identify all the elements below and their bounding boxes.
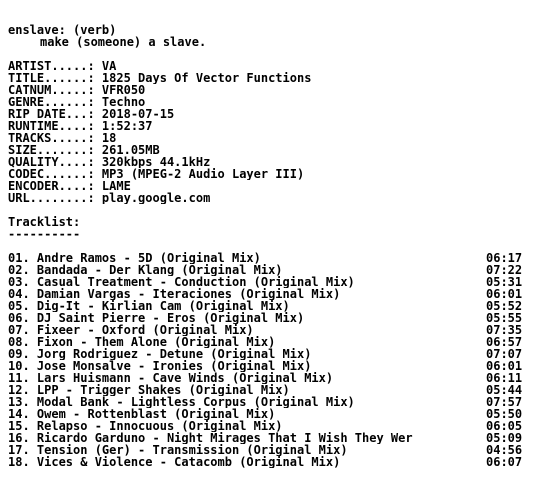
track-title: 06. DJ Saint Pierre - Eros (Original Mix) bbox=[8, 312, 305, 324]
track-title: 08. Fixon - Them Alone (Original Mix) bbox=[8, 336, 276, 348]
info-catnum: CATNUM.....: VFR050 bbox=[8, 84, 146, 96]
track-row bbox=[8, 408, 528, 420]
info-codec: CODEC......: MP3 (MPEG-2 Audio Layer III) bbox=[8, 168, 305, 180]
track-row bbox=[8, 396, 528, 408]
track-row bbox=[8, 348, 528, 360]
track-time: 05:09 bbox=[486, 431, 523, 445]
track-time: 06:11 bbox=[486, 371, 523, 385]
track-time: 05:31 bbox=[486, 275, 523, 289]
track-row bbox=[8, 372, 528, 384]
tracklist-heading: Tracklist: bbox=[8, 216, 81, 228]
track-time: 07:22 bbox=[486, 263, 523, 277]
tracklist bbox=[8, 252, 528, 468]
info-genre: GENRE......: Techno bbox=[8, 96, 146, 108]
track-row bbox=[8, 300, 528, 312]
info-artist: ARTIST.....: VA bbox=[8, 60, 117, 72]
spacer bbox=[8, 240, 528, 252]
track-time: 05:44 bbox=[486, 383, 523, 397]
track-row bbox=[8, 324, 528, 336]
spacer bbox=[8, 48, 528, 60]
track-time: 05:52 bbox=[486, 299, 523, 313]
definition-headword: enslave: (verb) bbox=[8, 24, 117, 36]
track-time: 05:50 bbox=[486, 407, 523, 421]
track-row bbox=[8, 444, 528, 456]
track-title: 07. Fixeer - Oxford (Original Mix) bbox=[8, 324, 254, 336]
track-row bbox=[8, 252, 528, 264]
track-title: 10. Jose Monsalve - Ironies (Original Mix) bbox=[8, 360, 312, 372]
track-title: 13. Modal Bank - Lightless Corpus (Original Mix) bbox=[8, 396, 355, 408]
track-title: 05. Dig-It - Kirlian Cam (Original Mix) bbox=[8, 300, 290, 312]
track-title: 18. Vices & Violence - Catacomb (Original Mix) bbox=[8, 456, 341, 468]
track-title: 04. Damian Vargas - Iteraciones (Original Mix) bbox=[8, 288, 341, 300]
track-title: 16. Ricardo Garduno - Night Mirages That I Wish They Wer bbox=[8, 432, 413, 444]
track-title: 17. Tension (Ger) - Transmission (Original Mix) bbox=[8, 444, 348, 456]
info-encoder: ENCODER....: LAME bbox=[8, 180, 131, 192]
track-row bbox=[8, 420, 528, 432]
nfo-document bbox=[8, 24, 528, 468]
info-url: URL........: play.google.com bbox=[8, 192, 211, 204]
track-title: 15. Relapso - Innocuous (Original Mix) bbox=[8, 420, 283, 432]
track-time: 05:55 bbox=[486, 311, 523, 325]
track-row bbox=[8, 384, 528, 396]
track-title: 03. Casual Treatment - Conduction (Original Mix) bbox=[8, 276, 355, 288]
track-time: 07:35 bbox=[486, 323, 523, 337]
track-time: 06:57 bbox=[486, 335, 523, 349]
info-size: SIZE.......: 261.05MB bbox=[8, 144, 160, 156]
track-title: 14. Owem - Rottenblast (Original Mix) bbox=[8, 408, 276, 420]
release-info bbox=[8, 60, 528, 204]
track-time: 04:56 bbox=[486, 443, 523, 457]
definition-meaning: make (someone) a slave. bbox=[40, 36, 207, 48]
track-time: 07:57 bbox=[486, 395, 523, 409]
info-runtime: RUNTIME....: 1:52:37 bbox=[8, 120, 153, 132]
track-time: 06:05 bbox=[486, 419, 523, 433]
track-row bbox=[8, 432, 528, 444]
track-title: 12. LPP - Trigger Shakes (Original Mix) bbox=[8, 384, 290, 396]
track-row bbox=[8, 456, 528, 468]
track-time: 07:07 bbox=[486, 347, 523, 361]
track-title: 09. Jorg Rodriguez - Detune (Original Mix) bbox=[8, 348, 312, 360]
info-quality: QUALITY....: 320kbps 44.1kHz bbox=[8, 156, 211, 168]
track-row bbox=[8, 288, 528, 300]
track-title: 02. Bandada - Der Klang (Original Mix) bbox=[8, 264, 283, 276]
track-row bbox=[8, 312, 528, 324]
track-title: 11. Lars Huismann - Cave Winds (Original Mix) bbox=[8, 372, 334, 384]
track-time: 06:17 bbox=[486, 251, 523, 265]
track-row bbox=[8, 360, 528, 372]
spacer bbox=[8, 204, 528, 216]
track-row bbox=[8, 264, 528, 276]
track-title: 01. Andre Ramos - 5D (Original Mix) bbox=[8, 252, 261, 264]
track-row bbox=[8, 276, 528, 288]
info-rip-date: RIP DATE...: 2018-07-15 bbox=[8, 108, 175, 120]
tracklist-underline: ---------- bbox=[8, 228, 81, 240]
info-tracks: TRACKS.....: 18 bbox=[8, 132, 117, 144]
track-row bbox=[8, 336, 528, 348]
track-time: 06:07 bbox=[486, 455, 523, 469]
info-title: TITLE......: 1825 Days Of Vector Functions bbox=[8, 72, 312, 84]
track-time: 06:01 bbox=[486, 359, 523, 373]
track-time: 06:01 bbox=[486, 287, 523, 301]
